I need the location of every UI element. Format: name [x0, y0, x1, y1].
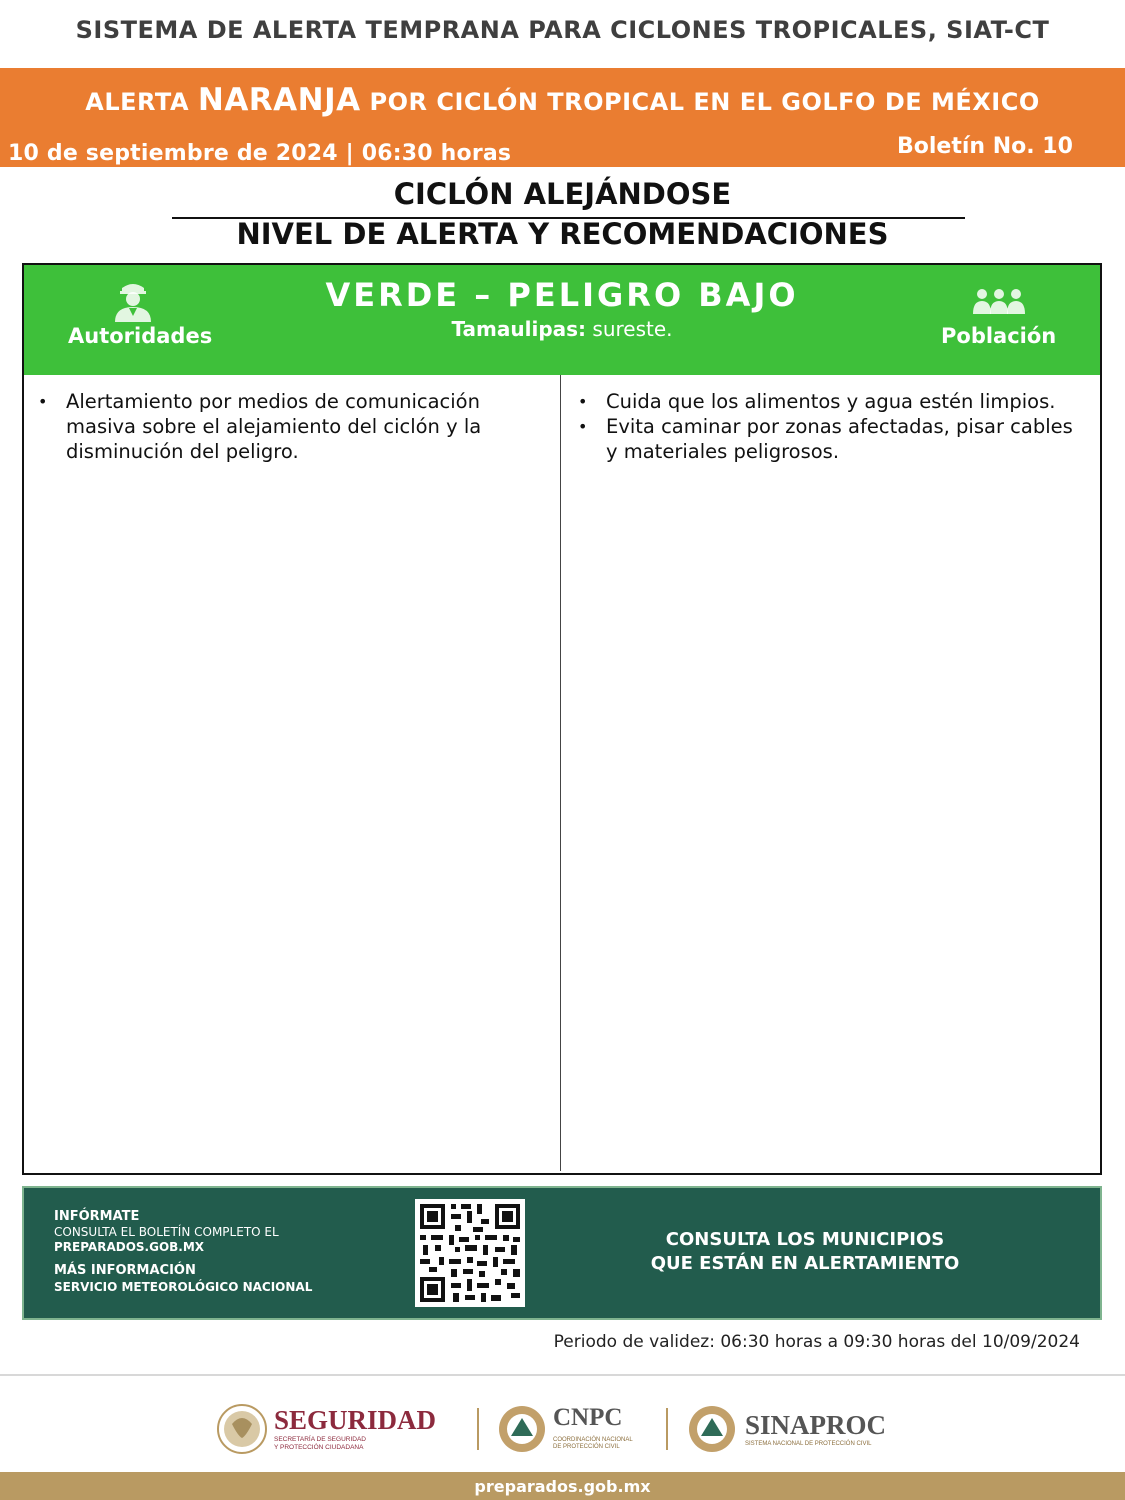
section-title: CICLÓN ALEJÁNDOSE [393, 177, 732, 211]
population-recommendations [578, 389, 1078, 464]
column-divider [560, 375, 561, 1171]
alert-title [0, 82, 1125, 118]
affected-region [24, 317, 1100, 341]
level-title: VERDE – PELIGRO BAJO [325, 276, 799, 314]
alert-prefix: ALERTA [85, 88, 190, 116]
section-subtitle: NIVEL DE ALERTA Y RECOMENDACIONES [236, 217, 889, 251]
info-title: INFÓRMATE [54, 1209, 140, 1224]
qr-code-icon[interactable] [415, 1199, 525, 1307]
bulletin-date: 10 de septiembre de 2024 | 06:30 horas [8, 141, 512, 166]
bulletin-number: Boletín No. 10 [897, 134, 1073, 159]
svg-text:DE PROTECCIÓN CIVIL: DE PROTECCIÓN CIVIL [553, 1444, 620, 1450]
cnpc-wordmark: CNPC [553, 1404, 623, 1431]
population-group-icon [972, 288, 1026, 316]
footer-divider [0, 1374, 1125, 1376]
validity-period: Periodo de validez: 06:30 horas a 09:30 horas del 10/09/2024 [553, 1332, 1080, 1352]
system-title: SISTEMA DE ALERTA TEMPRANA PARA CICLONES TROPICALES, SIAT-CT [75, 16, 1050, 44]
sinaproc-logo [689, 1406, 886, 1452]
list-item: • Evita caminar por zonas afectadas, pisar cables y materiales peligrosos. [578, 414, 1078, 464]
seguridad-logo [218, 1405, 436, 1453]
population-label: Población [941, 324, 1057, 348]
alert-color: NARANJA [197, 82, 361, 118]
svg-text:SISTEMA NACIONAL DE PROTECCIÓN: SISTEMA NACIONAL DE PROTECCIÓN CIVIL [745, 1441, 872, 1447]
alert-suffix: POR CICLÓN TROPICAL EN EL GOLFO DE MÉXICO [369, 88, 1040, 116]
site-url-link[interactable]: preparados.gob.mx [474, 1477, 651, 1496]
svg-text:SECRETARÍA DE SEGURIDAD: SECRETARÍA DE SEGURIDAD [274, 1436, 366, 1443]
region-value: sureste. [586, 317, 673, 341]
cnpc-logo [499, 1404, 633, 1452]
list-item: • Alertamiento por medios de comunicación masiva sobre el alejamiento del ciclón y la disminución del peligro. [38, 389, 538, 464]
municipalities-cta [620, 1228, 990, 1276]
cta-line: QUE ESTÁN EN ALERTAMIENTO [650, 1253, 960, 1274]
region-label: Tamaulipas: [451, 317, 587, 341]
svg-text:Y PROTECCIÓN CIUDADANA: Y PROTECCIÓN CIUDADANA [274, 1444, 364, 1451]
authorities-recommendations [38, 389, 538, 464]
institution-logos [0, 1394, 1125, 1464]
more-info-title: MÁS INFORMACIÓN [54, 1263, 196, 1278]
info-link[interactable]: PREPARADOS.GOB.MX [54, 1240, 205, 1254]
authorities-label: Autoridades [68, 324, 213, 348]
info-line: CONSULTA EL BOLETÍN COMPLETO EL [54, 1225, 279, 1239]
seguridad-wordmark: SEGURIDAD [274, 1405, 437, 1435]
more-info-source: SERVICIO METEOROLÓGICO NACIONAL [54, 1280, 313, 1294]
list-item: • Cuida que los alimentos y agua estén limpios. [578, 389, 1078, 414]
svg-text:COORDINACIÓN NACIONAL: COORDINACIÓN NACIONAL [553, 1437, 633, 1443]
cta-line: CONSULTA LOS MUNICIPIOS [665, 1229, 945, 1250]
sinaproc-wordmark: SINAPROC [745, 1410, 887, 1440]
